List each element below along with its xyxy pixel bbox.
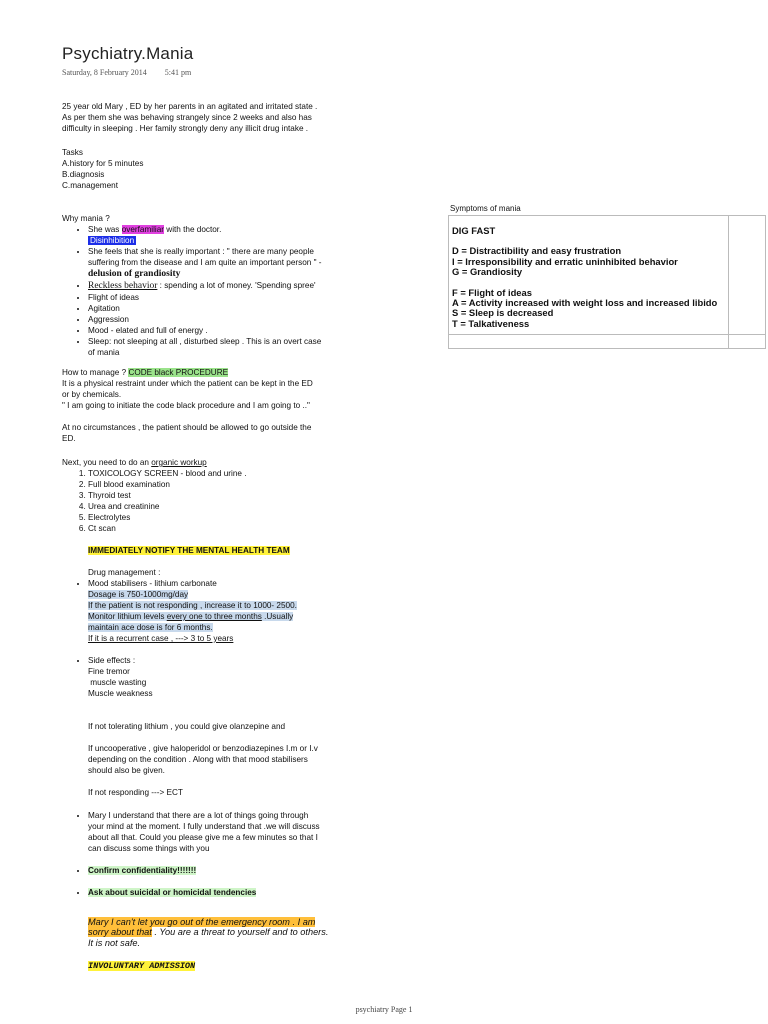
highlight-code-black: CODE black PROCEDURE xyxy=(128,368,229,377)
text: Sleep: not sleeping at all , disturbed sleep . This is an overt case xyxy=(88,337,322,346)
drug-list xyxy=(62,578,352,644)
why-mania-section xyxy=(62,213,352,358)
list-item xyxy=(88,655,352,699)
delusion-label: delusion of grandiosity xyxy=(88,269,181,279)
dosage-line: Dosage is 750-1000mg/day xyxy=(88,590,189,599)
organic-workup-label: organic workup xyxy=(151,458,207,467)
table-divider xyxy=(449,334,765,335)
manage-section xyxy=(62,367,352,444)
why-heading: Why mania ? xyxy=(62,214,110,223)
symptoms-title: DIG FAST xyxy=(452,225,496,236)
reckless-label: Reckless behavior xyxy=(88,281,158,291)
list-item xyxy=(88,578,352,644)
workup-section xyxy=(62,457,352,556)
manage-line: At no circumstances , the patient should be allowed to go outside the xyxy=(62,423,312,432)
intro-line: As per them she was behaving strangely since 2 weeks and also has xyxy=(62,113,312,122)
page-time: 5:41 pm xyxy=(164,68,192,77)
list-item: 1. TOXICOLOGY SCREEN - blood and urine . xyxy=(88,468,352,479)
text: . You are a threat to yourself and to others. xyxy=(151,927,329,938)
list-item: 5. Electrolytes xyxy=(88,512,352,523)
text: your mind at the moment. I fully understand that .we will discuss xyxy=(88,822,320,831)
notify-mental-health-team: IMMEDIATELY NOTIFY THE MENTAL HEALTH TEAM xyxy=(88,546,290,555)
workup-list xyxy=(62,468,352,534)
ask-suicidal: Ask about suicidal or homicidal tendencies xyxy=(88,888,257,897)
highlight-overfamiliar: overfamiliar xyxy=(121,225,165,234)
text: Monitor lithium levels xyxy=(88,612,167,621)
text: Next, you need to do an xyxy=(62,458,152,467)
confirm-confidentiality: Confirm confidentiality!!!!!!! xyxy=(88,866,197,875)
manage-line: ED. xyxy=(62,434,76,443)
highlight-disinhibition: Disinhibition xyxy=(90,236,135,245)
table-divider xyxy=(728,216,729,348)
page-title: Psychiatry.Mania xyxy=(62,44,194,63)
text: every one to three months xyxy=(166,612,262,621)
list-item: 3. Thyroid test xyxy=(88,490,352,501)
workup-heading xyxy=(62,457,352,468)
text: Muscle weakness xyxy=(88,689,153,698)
ect-line: If not responding ---> ECT xyxy=(88,788,183,797)
list-item: 2. Full blood examination xyxy=(88,479,352,490)
task-item: A.history for 5 minutes xyxy=(62,159,144,168)
manage-heading xyxy=(62,367,352,378)
uncoop-line: If uncooperative , give haloperidol or benzodiazepines I.m or I.v xyxy=(88,744,318,753)
list-item: • Aggression xyxy=(88,314,352,325)
symptom-line: A = Activity increased with weight loss and increased libido xyxy=(452,297,718,309)
manage-line: or by chemicals. xyxy=(62,390,122,399)
list-item: • Agitation xyxy=(88,303,352,314)
text: Mary I understand that there are a lot of things going through xyxy=(88,811,309,820)
tasks-heading: Tasks xyxy=(62,148,83,157)
list-item xyxy=(88,810,352,854)
side-effects-list xyxy=(62,655,352,699)
drug-section xyxy=(62,567,352,798)
uncoop-line: depending on the condition . Along with that mood stabilisers xyxy=(88,755,308,764)
text: : spending a lot of money. 'Spending spree' xyxy=(157,281,316,290)
text: sorry about that xyxy=(88,927,152,938)
list-item: • Mood - elated and full of energy . xyxy=(88,325,352,336)
manage-line: " I am going to initiate the code black procedure and I am going to .." xyxy=(62,401,310,410)
text: .Usually xyxy=(261,612,294,621)
manage-line: It is a physical restraint under which the patient can be kept in the ED xyxy=(62,379,313,388)
list-item xyxy=(88,235,352,246)
text: Mood stabilisers - lithium carbonate xyxy=(88,579,217,588)
text: Side effects : xyxy=(88,656,136,665)
list-item xyxy=(88,887,352,898)
olanzepine-line: If not tolerating lithium , you could give olanzepine and xyxy=(88,722,286,731)
list-item xyxy=(88,224,352,235)
symptom-line: D = Distractibility and easy frustration xyxy=(452,245,622,257)
text: muscle wasting xyxy=(88,678,147,687)
text: Fine tremor xyxy=(88,667,130,676)
text: It is not safe. xyxy=(88,937,141,948)
text: suffering from the disease and I am quite an important person " - xyxy=(88,258,322,267)
symptom-line: F = Flight of ideas xyxy=(452,286,532,298)
text: about all that. Could you please give me a few minutes so that I xyxy=(88,833,318,842)
page-footer: psychiatry Page 1 xyxy=(355,1005,413,1014)
task-item: B.diagnosis xyxy=(62,170,105,179)
list-item xyxy=(88,280,352,292)
intro-line: difficulty in sleeping . Her family strongly deny any illicit drug intake . xyxy=(62,124,309,133)
text: of mania xyxy=(88,348,120,357)
talk-section xyxy=(62,810,352,972)
uncoop-line: should also be given. xyxy=(88,766,165,775)
symptom-line: I = Irresponsibility and erratic uninhibited behavior xyxy=(452,255,678,267)
symptom-line: T = Talkativeness xyxy=(452,317,530,329)
text: She feels that she is really important : " there are many people xyxy=(88,247,314,256)
symptom-line: S = Sleep is decreased xyxy=(452,307,554,319)
talk-list xyxy=(62,810,352,898)
list-item xyxy=(88,865,352,876)
text: with the doctor. xyxy=(164,225,222,234)
why-list xyxy=(62,224,352,358)
intro-paragraph xyxy=(62,101,352,134)
not-responding-line: If the patient is not responding , increase it to 1000- 2500. xyxy=(88,601,297,610)
list-item: 4. Urea and creatinine xyxy=(88,501,352,512)
text: How to manage ? xyxy=(62,368,129,377)
symptoms-caption: Symptoms of mania xyxy=(450,204,521,213)
text: She was xyxy=(88,225,122,234)
list-item: 6. Ct scan xyxy=(88,523,352,534)
tasks-section xyxy=(62,147,352,191)
task-item: C.management xyxy=(62,181,118,190)
list-item: • Flight of ideas xyxy=(88,292,352,303)
intro-line: 25 year old Mary , ED by her parents in an agitated and irritated state . xyxy=(62,102,318,111)
list-item xyxy=(88,336,352,358)
recurrent-line: If it is a recurrent case , ---> 3 to 5 years xyxy=(88,634,234,643)
list-item xyxy=(88,246,352,280)
symptoms-content xyxy=(452,226,717,329)
text: Mary I can't let you go out of the emergency room . I am xyxy=(88,917,316,927)
symptoms-table xyxy=(448,215,766,349)
maintain-line: maintain ace dose is for 6 months. xyxy=(88,623,213,632)
involuntary-admission: INVOLUNTARY ADMISSION xyxy=(88,961,196,972)
drug-heading: Drug management : xyxy=(88,568,161,577)
quote-block xyxy=(62,917,352,948)
text: can discuss some things with you xyxy=(88,844,210,853)
page-meta xyxy=(62,68,191,77)
page-date: Saturday, 8 February 2014 xyxy=(62,68,147,77)
symptom-line: G = Grandiosity xyxy=(452,266,523,278)
